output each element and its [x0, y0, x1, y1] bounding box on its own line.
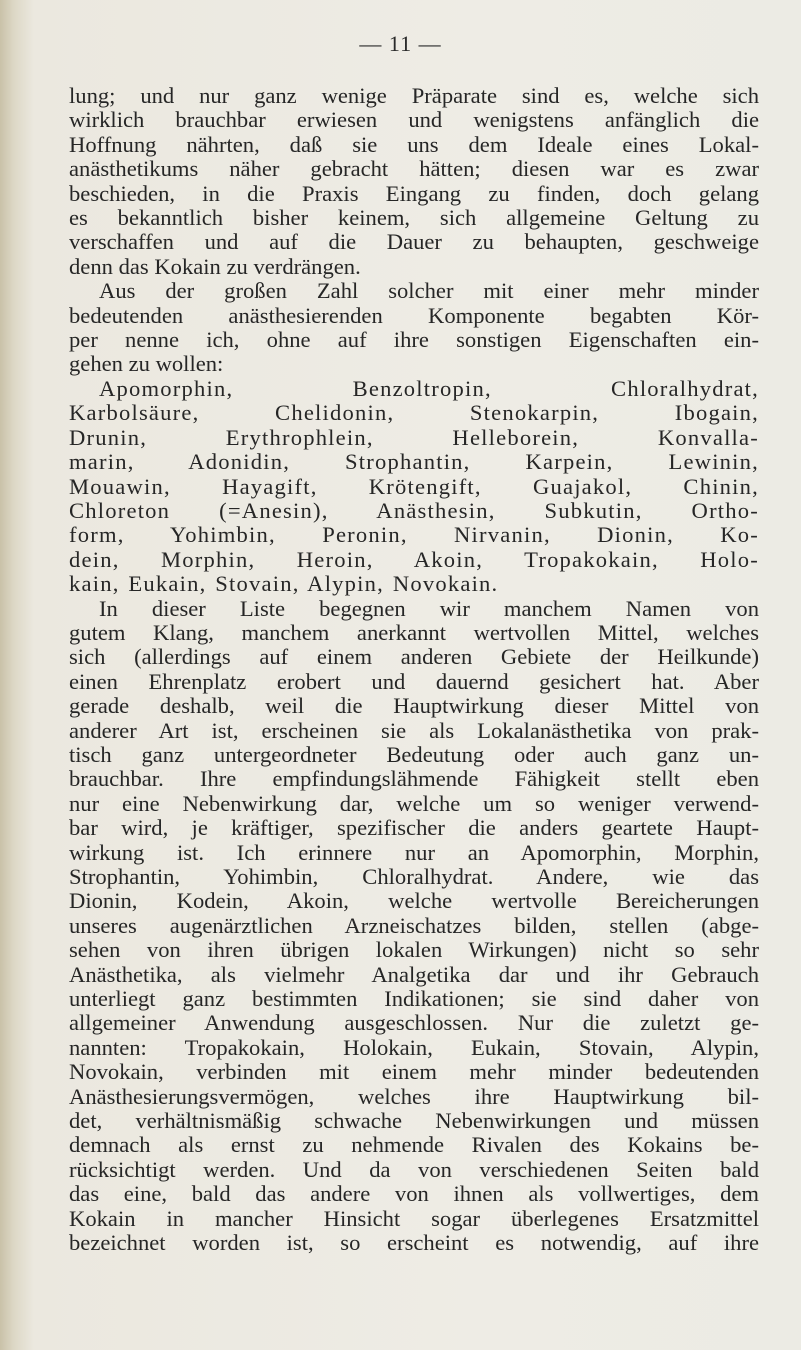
text-line: det, verhältnismäßig schwache Nebenwirkungen und müssen	[69, 1108, 759, 1134]
text-line: per nenne ich, ohne auf ihre sonstigen Eigenschaften ein-	[69, 327, 759, 353]
text-line: lung; und nur ganz wenige Präparate sind es, welche sich	[69, 83, 759, 108]
text-line: Novokain, verbinden mit einem mehr minder bedeutenden	[69, 1059, 759, 1085]
text-line: unseres augenärztlichen Arzneischatzes bilden, stellen (abge-	[69, 912, 759, 938]
text-line: demnach als ernst zu nehmende Rivalen des Kokains be-	[69, 1132, 759, 1158]
text-line: bar wird, je kräftiger, spezifischer die anders geartete Haupt-	[69, 815, 759, 841]
text-line: wirklich brauchbar erwiesen und wenigstens anfänglich die	[69, 107, 759, 133]
text-line: kain, Eukain, Stovain, Alypin, Novokain.	[69, 571, 499, 597]
text-line: das eine, bald das andere von ihnen als vollwertiges, dem	[69, 1181, 759, 1207]
text-line: rücksichtigt werden. Und da von verschiedenen Seiten bald	[69, 1156, 759, 1182]
text-line: marin, Adonidin, Strophantin, Karpein, Lewinin,	[69, 449, 759, 475]
text-line: unterliegt ganz bestimmten Indikationen; sie sind daher von	[69, 986, 759, 1012]
text-line: es bekanntlich bisher keinem, sich allgemeine Geltung zu	[69, 205, 759, 231]
text-line: gutem Klang, manchem anerkannt wertvollen Mittel, welches	[69, 619, 759, 645]
text-line: beschieden, in die Praxis Eingang zu finden, doch gelang	[69, 180, 759, 206]
text-line: allgemeiner Anwendung ausgeschlossen. Nur die zuletzt ge-	[69, 1010, 759, 1036]
page-body	[69, 84, 759, 1256]
text-line: brauchbar. Ihre empfindungslähmende Fähigkeit stellt eben	[69, 766, 759, 792]
paragraph-1	[69, 84, 759, 279]
text-line: form, Yohimbin, Peronin, Nirvanin, Dionin, Ko-	[69, 522, 759, 548]
text-line: verschaffen und auf die Dauer zu behaupten, geschweige	[69, 229, 759, 255]
text-line: sehen von ihren übrigen lokalen Wirkungen) nicht so sehr	[69, 937, 759, 963]
text-line: wirkung ist. Ich erinnere nur an Apomorphin, Morphin,	[69, 839, 759, 865]
text-line: sich (allerdings auf einem anderen Gebiete der Heilkunde)	[69, 644, 759, 670]
text-line: In dieser Liste begegnen wir manchem Namen von	[99, 595, 759, 621]
text-line: tisch ganz untergeordneter Bedeutung oder auch ganz un-	[69, 741, 759, 767]
text-line: Anästhetika, als vielmehr Analgetika dar und ihr Gebrauch	[69, 961, 759, 987]
text-line: einen Ehrenplatz erobert und dauernd gesichert hat. Aber	[69, 668, 759, 694]
text-line: Karbolsäure, Chelidonin, Stenokarpin, Ibogain,	[69, 400, 759, 426]
text-line: dein, Morphin, Heroin, Akoin, Tropakokain, Holo-	[69, 546, 759, 572]
text-line: Apomorphin, Benzoltropin, Chloralhydrat,	[99, 375, 759, 401]
text-line: gehen zu wollen:	[69, 351, 224, 377]
text-line: nannten: Tropakokain, Holokain, Eukain, Stovain, Alypin,	[69, 1034, 759, 1060]
substance-list	[69, 377, 759, 597]
text-line: Strophantin, Yohimbin, Chloralhydrat. Andere, wie das	[69, 864, 759, 889]
text-line: Kokain in mancher Hinsicht sogar überlegenes Ersatzmittel	[69, 1205, 759, 1231]
text-line: bedeutenden anästhesierenden Komponente begabten Kör-	[69, 302, 759, 328]
text-line: anderer Art ist, erscheinen sie als Lokalanästhetika von prak-	[69, 717, 759, 743]
text-line: Aus der großen Zahl solcher mit einer mehr minder	[99, 278, 759, 304]
text-line: Chloreton (=Anesin), Anästhesin, Subkutin, Ortho-	[69, 497, 759, 523]
text-line: Hoffnung nährten, daß sie uns dem Ideale eines Lokal-	[69, 131, 759, 157]
paragraph-4	[69, 597, 759, 1256]
paragraph-2	[69, 279, 759, 377]
text-line: Drunin, Erythrophlein, Helleborein, Konvalla-	[69, 424, 759, 450]
text-line: nur eine Nebenwirkung dar, welche um so weniger verwend-	[69, 790, 759, 816]
text-line: Anästhesierungsvermögen, welches ihre Hauptwirkung bil-	[69, 1083, 759, 1109]
text-line: anästhetikums näher gebracht hätten; diesen war es zwar	[69, 156, 759, 182]
page-number: — 11 —	[359, 31, 442, 56]
text-line: bezeichnet worden ist, so erscheint es notwendig, auf ihre	[69, 1230, 759, 1256]
text-line: Mouawin, Hayagift, Krötengift, Guajakol, Chinin,	[69, 473, 759, 499]
text-line: denn das Kokain zu verdrängen.	[69, 253, 361, 279]
text-line: Dionin, Kodein, Akoin, welche wertvolle Bereicherungen	[69, 888, 759, 914]
text-line: gerade deshalb, weil die Hauptwirkung dieser Mittel von	[69, 693, 759, 719]
